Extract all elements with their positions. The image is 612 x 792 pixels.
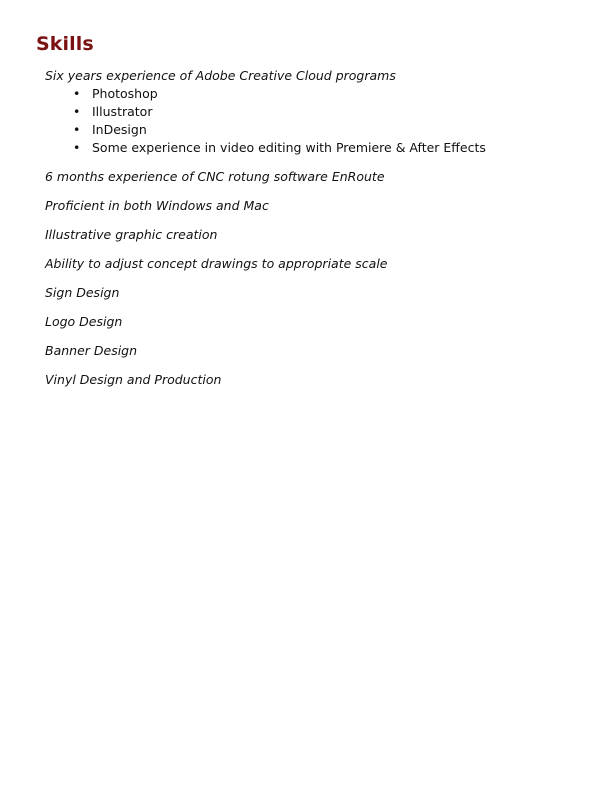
list-item [70, 139, 486, 157]
list-item [70, 121, 486, 139]
list-item-label: Some experience in video editing with Premiere & After Effects [92, 140, 486, 155]
skill-logo-design: Logo Design [45, 314, 123, 329]
list-item [70, 85, 486, 103]
list-item-label: Photoshop [92, 86, 158, 101]
skill-banner-design: Banner Design [45, 343, 138, 358]
skill-sign-design: Sign Design [45, 285, 120, 300]
bullet-icon: • [73, 122, 81, 137]
adobe-programs-list [70, 85, 486, 157]
skill-concept-scaling: Ability to adjust concept drawings to appropriate scale [45, 256, 388, 271]
skill-vinyl-design: Vinyl Design and Production [45, 372, 222, 387]
bullet-icon: • [73, 86, 81, 101]
skill-windows-mac: Proficient in both Windows and Mac [45, 198, 269, 213]
list-item-label: InDesign [92, 122, 147, 137]
list-item-label: Illustrator [92, 104, 153, 119]
list-item [70, 103, 486, 121]
bullet-icon: • [73, 140, 81, 155]
skill-cnc-software: 6 months experience of CNC rotung software EnRoute [45, 169, 385, 184]
skill-illustrative-graphics: Illustrative graphic creation [45, 227, 218, 242]
bullet-icon: • [73, 104, 81, 119]
skill-adobe-creative-cloud: Six years experience of Adobe Creative Cloud programs [45, 68, 396, 83]
skills-heading: Skills [36, 33, 94, 55]
